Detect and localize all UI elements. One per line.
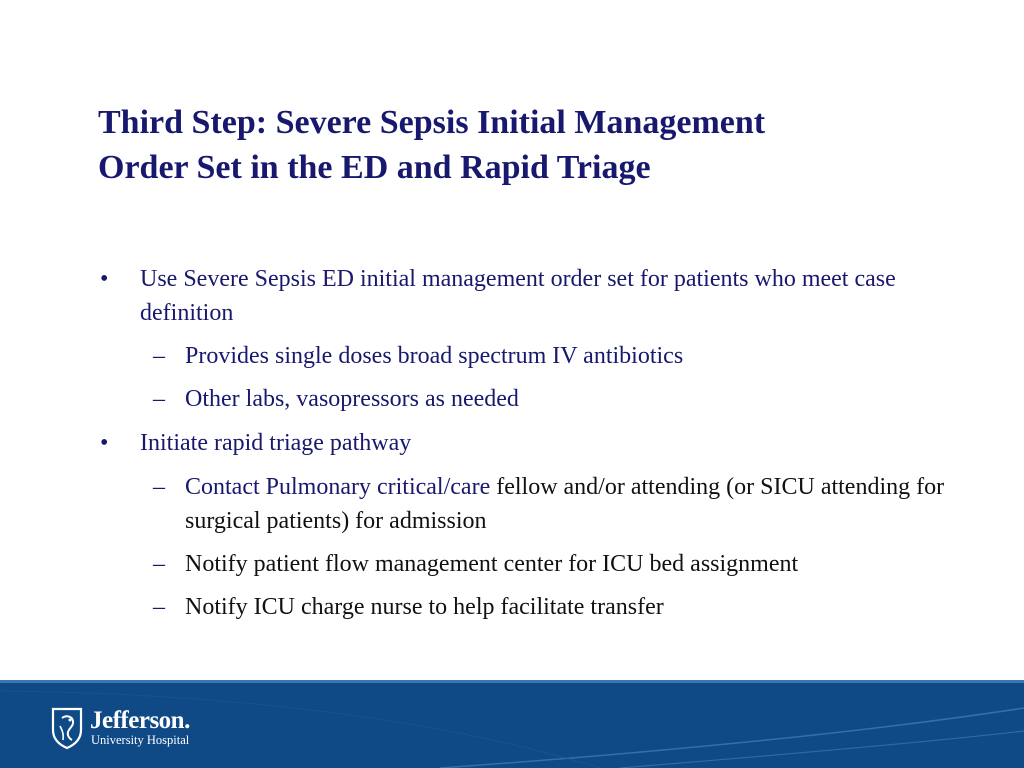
subitem-text: Other labs, vasopressors as needed	[185, 386, 519, 412]
bullet-marker: •	[100, 430, 109, 456]
jefferson-logo	[50, 703, 190, 753]
bullet-marker: •	[100, 266, 109, 292]
footer-bar	[0, 680, 1024, 768]
bullet-text: Initiate rapid triage pathway	[140, 430, 412, 456]
subitem-2-3	[0, 590, 975, 624]
subitem-text: Notify ICU charge nurse to help facilitate transfer	[185, 594, 664, 620]
dash-marker: –	[153, 594, 165, 620]
bullet-item-1	[0, 262, 970, 330]
slide-title-line-2: Order Set in the ED and Rapid Triage	[98, 149, 651, 186]
subitem-text: Notify patient flow management center for ICU bed assignment	[185, 551, 799, 577]
subitem-text: Provides single doses broad spectrum IV antibiotics	[185, 343, 684, 369]
slide-title-line-1: Third Step: Severe Sepsis Initial Management	[98, 104, 766, 141]
dash-marker: –	[153, 386, 165, 412]
dash-marker: –	[153, 474, 165, 500]
subitem-highlight-text: Contact Pulmonary critical/care	[185, 474, 491, 500]
subitem-2-2	[0, 547, 975, 581]
subitem-1-1	[0, 339, 975, 373]
bullet-text: Use Severe Sepsis ED initial management order set for patients who meet case definition	[140, 266, 896, 326]
bullet-item-2	[0, 426, 970, 460]
slide-title	[98, 100, 978, 190]
subitem-1-2	[0, 382, 975, 416]
logo-subtitle: University Hospital	[91, 732, 190, 747]
dash-marker: –	[153, 343, 165, 369]
logo-name: Jefferson.	[90, 706, 190, 734]
bullet-list	[0, 262, 1024, 624]
subitem-2-1	[0, 470, 975, 538]
jefferson-crest-icon	[50, 706, 84, 750]
logo-text	[90, 706, 190, 748]
subitem-rest-text: fellow and/or attending (or SICU attending for surgical patients) for admission	[185, 474, 945, 534]
dash-marker: –	[153, 551, 165, 577]
